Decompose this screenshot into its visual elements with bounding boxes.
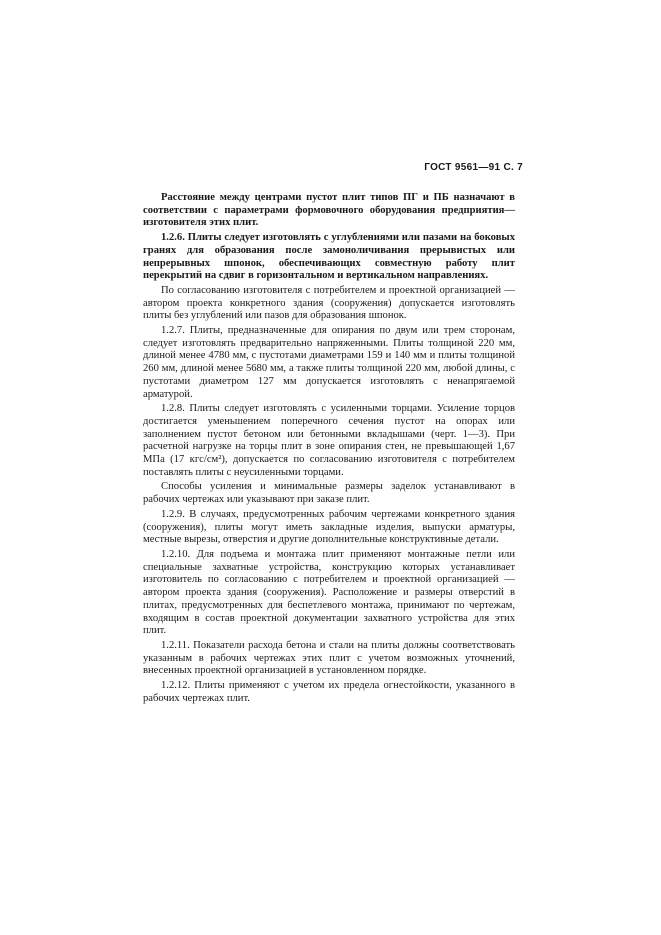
paragraph-1-2-6-agreement: По согласованию изготовителя с потребителем и проектной организацией — автором проекта конкретного здания (сооружения) допускается изготовлять плиты без углублений или пазов для образования шпонок.	[143, 284, 515, 322]
standard-page-header: ГОСТ 9561—91 С. 7	[424, 162, 523, 173]
paragraph-1-2-9: 1.2.9. В случаях, предусмотренных рабочим чертежами конкретного здания (сооружения), плиты могут иметь закладные изделия, выпуски арматуры, местные вырезы, отверстия и другие дополнительные конструктивные детали.	[143, 508, 515, 546]
paragraph-1-2-8-methods: Способы усиления и минимальные размеры заделок устанавливают в рабочих чертежах или указывают при заказе плит.	[143, 481, 515, 506]
paragraph-1-2-12: 1.2.12. Плиты применяют с учетом их предела огнестойкости, указанного в рабочих чертежах плит.	[143, 680, 515, 704]
paragraph-1-2-8: 1.2.8. Плиты следует изготовлять с усиленными торцами. Усиление торцов достигается уменьшением поперечного сечения пустот на опорах или заполнением пустот бетоном или бетонными вкладышами (черт. 1—3). При расчетной нагрузке на торцы плит в зоне опирания стен, не превышающей 1,67 МПа (17 кгс/см²), допускается по согласованию изготовителя с потребителем поставлять плиты с неусиленными торцами.	[143, 403, 515, 478]
paragraph-1-2-6: 1.2.6. Плиты следует изготовлять с углублениями или пазами на боковых гранях для образования после замоноличивания прерывистых или непрерывных шпонок, обеспечивающих совместную работу плит перекрытий на сдвиг в горизонтальном и вертикальном направлениях.	[143, 232, 515, 282]
document-body	[143, 192, 515, 707]
paragraph-1-2-11: 1.2.11. Показатели расхода бетона и стали на плиты должны соответствовать указанным в рабочих чертежах этих плит с учетом возможных уточнений, внесенных проектной организацией в установленном порядке.	[143, 639, 515, 677]
paragraph-hollow-spacing: Расстояние между центрами пустот плит типов ПГ и ПБ назначают в соответствии с параметрами формовочного оборудования предприятия—изготовителя этих плит.	[143, 192, 515, 229]
paragraph-1-2-7: 1.2.7. Плиты, предназначенные для опирания по двум или трем сторонам, следует изготовлять предварительно напряженными. Плиты толщиной 220 мм, длиной менее 4780 мм, с пустотами диаметрами 159 и 140 мм и плиты толщиной 260 мм, длиной менее 5680 мм, а также плиты толщиной 220 мм, любой длины, с пустотами диаметром 127 мм допускается изготовлять с ненапрягаемой арматурой.	[143, 325, 515, 400]
paragraph-1-2-10: 1.2.10. Для подъема и монтажа плит применяют монтажные петли или специальные захватные устройства, конструкцию которых устанавливает изготовитель по согласованию с потребителем и проектной организацией — автором проекта здания (сооружения). Расположение и размеры отверстий в плитах, предусмотренных для беспетлевого монтажа, принимают по чертежам, входящим в состав проектной документации захватного устройства для этих плит.	[143, 548, 515, 637]
